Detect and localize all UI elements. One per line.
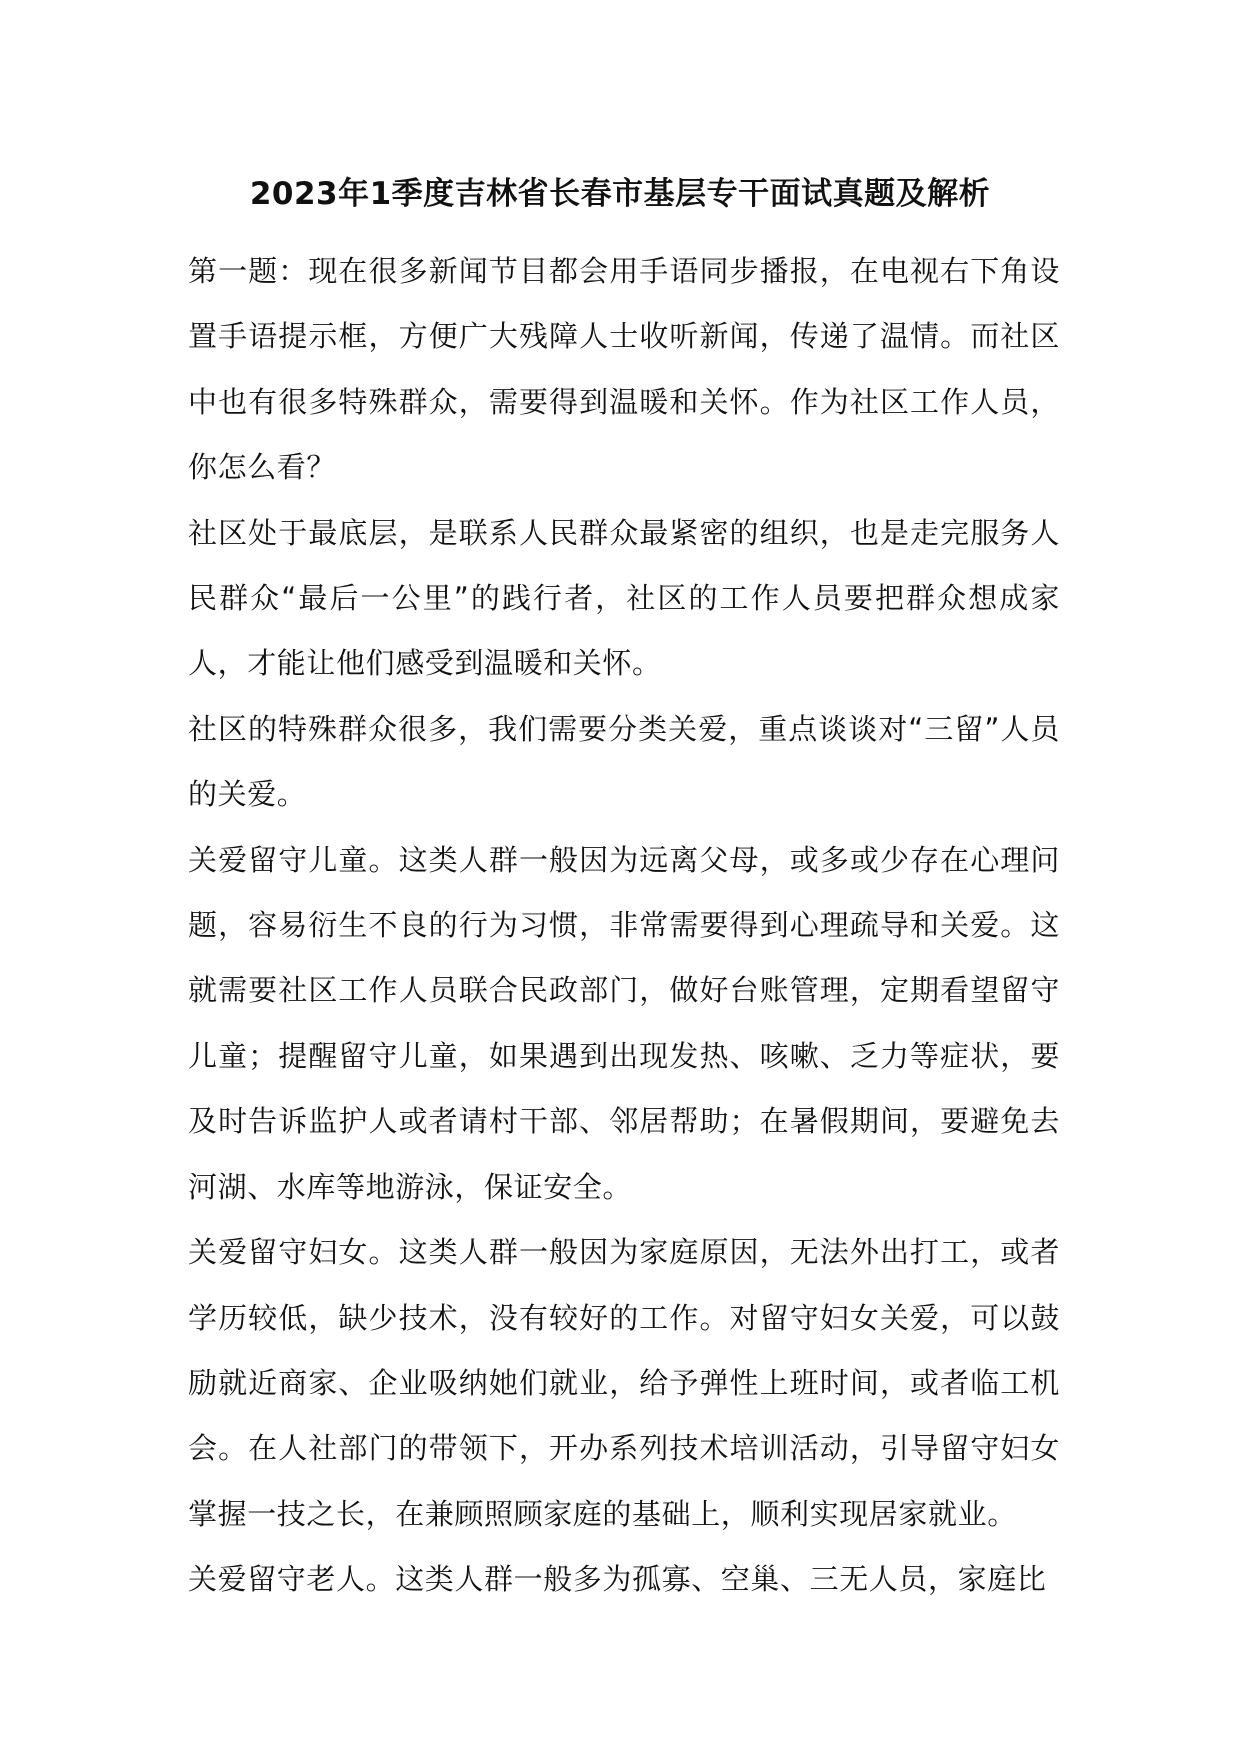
paragraph-left-behind-elderly: 关爱留守老人。这类人群一般多为孤寡、空巢、三无人员，家庭比 <box>188 1562 1047 1597</box>
paragraph-question-1: 第一题：现在很多新闻节目都会用手语同步播报，在电视右下角设置手语提示框，方便广大残障人士收听新闻，传递了温情。而社区中也有很多特殊群众，需要得到温暖和关怀。作为社区工作人员，你怎么看？ <box>188 254 1060 485</box>
paragraph-community-role: 社区处于最底层，是联系人民群众最紧密的组织，也是走完服务人民群众“最后一公里”的践行者，社区的工作人员要把群众想成家人，才能让他们感受到温暖和关怀。 <box>188 515 1060 681</box>
paragraph-left-behind-women: 关爱留守妇女。这类人群一般因为家庭原因，无法外出打工，或者学历较低，缺少技术，没有较好的工作。对留守妇女关爱，可以鼓励就近商家、企业吸纳她们就业，给予弹性上班时间，或者临工机会。在人社部门的带领下，开办系列技术培训活动，引导留守妇女掌握一技之长，在兼顾照顾家庭的基础上，顺利实现居家就业。 <box>188 1235 1060 1531</box>
paragraph-special-groups: 社区的特殊群众很多，我们需要分类关爱，重点谈谈对“三留”人员的关爱。 <box>188 711 1060 812</box>
paragraph-left-behind-children: 关爱留守儿童。这类人群一般因为远离父母，或多或少存在心理问题，容易衍生不良的行为习惯，非常需要得到心理疏导和关爱。这就需要社区工作人员联合民政部门，做好台账管理，定期看望留守儿童；提醒留守儿童，如果遇到出现发热、咳嗽、乏力等症状，要及时告诉监护人或者请村干部、邻居帮助；在暑假期间，要避免去河湖、水库等地游泳，保证安全。 <box>188 842 1060 1204</box>
document-title: 2023年1季度吉林省长春市基层专干面试真题及解析 <box>249 176 991 212</box>
document-body <box>188 239 1060 1613</box>
